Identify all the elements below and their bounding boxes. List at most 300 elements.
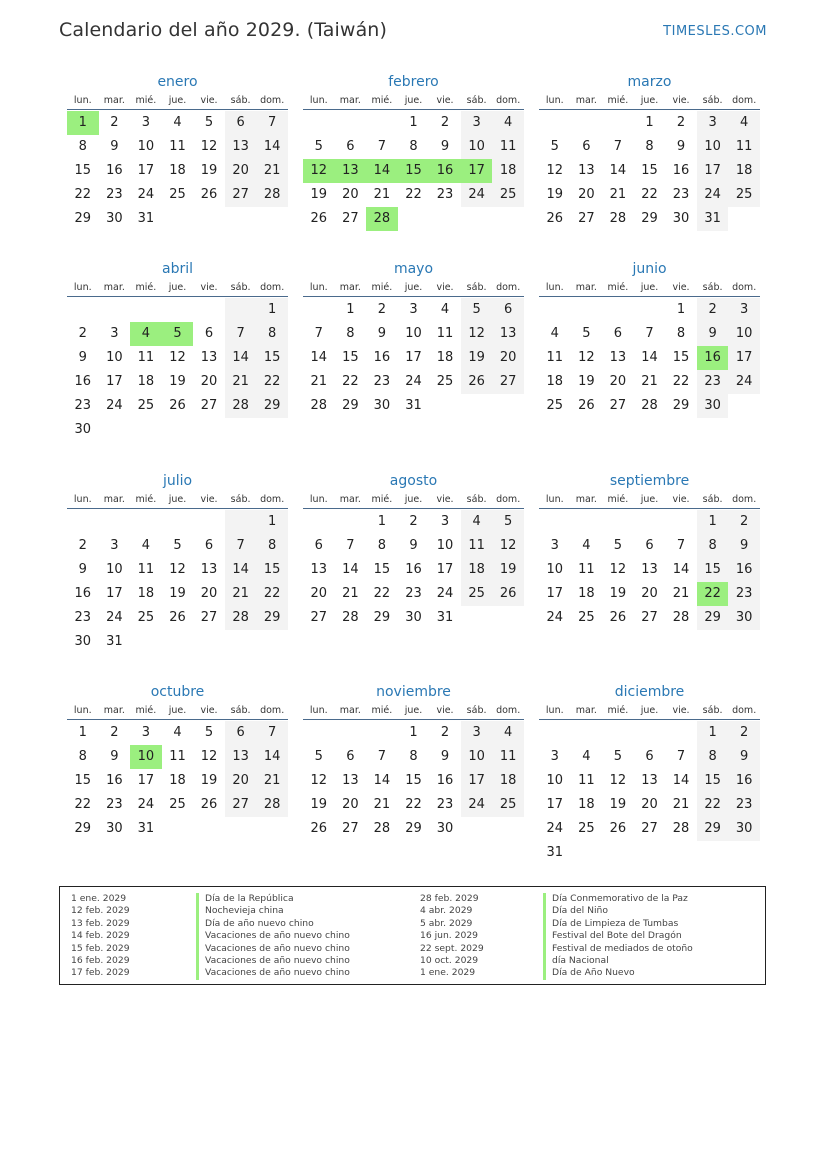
- day-cell: 9: [440, 139, 450, 154]
- day-cell: 8: [409, 749, 418, 764]
- weekday-label: mar.: [575, 705, 597, 716]
- day-cell: 19: [200, 163, 218, 178]
- weekday-label: mar.: [339, 95, 361, 106]
- weekday-label: vie.: [436, 705, 454, 716]
- day-cell: 26: [461, 370, 493, 394]
- weekday-label: mar.: [103, 705, 125, 716]
- week-row: [67, 207, 288, 231]
- day-cell: 8: [377, 538, 387, 553]
- day-cell: 4: [440, 302, 450, 317]
- legend-date: 4 abr. 2029: [420, 905, 473, 917]
- empty-cell: [602, 111, 634, 135]
- empty-cell: [193, 418, 225, 442]
- day-cell: 16: [697, 346, 729, 370]
- day-cell: 1: [67, 111, 99, 135]
- month-febrero: [303, 72, 524, 231]
- weekday-label: jue.: [404, 282, 423, 293]
- empty-cell: [366, 721, 398, 745]
- day-cell: 22: [256, 582, 288, 606]
- day-cell: 30: [373, 398, 391, 413]
- month-name: diciembre: [614, 684, 685, 700]
- day-cell: 7: [225, 322, 257, 346]
- weekday-label: dom.: [732, 705, 757, 716]
- day-cell: 16: [106, 773, 123, 788]
- day-cell: 4: [173, 115, 182, 130]
- weekday-label: vie.: [672, 494, 690, 505]
- day-cell: 10: [106, 562, 123, 577]
- day-cell: 8: [256, 322, 288, 346]
- day-cell: 18: [169, 163, 186, 178]
- empty-cell: [492, 817, 524, 841]
- weekday-label: lun.: [309, 705, 328, 716]
- day-cell: 23: [106, 187, 123, 202]
- week-row: [539, 394, 760, 418]
- day-cell: 9: [440, 749, 450, 764]
- day-cell: 27: [225, 793, 257, 817]
- legend-holiday-name: día Nacional: [543, 955, 693, 967]
- day-cell: 7: [676, 538, 686, 553]
- day-cell: 27: [641, 821, 658, 836]
- day-cell: 30: [728, 817, 760, 841]
- empty-cell: [429, 394, 461, 418]
- day-cell: 16: [436, 773, 454, 788]
- day-cell: 5: [550, 139, 559, 154]
- week-row: [539, 370, 760, 394]
- empty-cell: [728, 841, 760, 865]
- day-cell: 31: [697, 207, 729, 231]
- empty-cell: [130, 418, 162, 442]
- month-mayo: [303, 259, 524, 418]
- month-agosto: [303, 471, 524, 630]
- empty-cell: [602, 721, 634, 745]
- empty-cell: [162, 207, 194, 231]
- day-cell: 23: [728, 582, 760, 606]
- day-cell: 17: [546, 586, 564, 601]
- day-cell: 9: [110, 139, 119, 154]
- legend-date: 10 oct. 2029: [420, 954, 479, 966]
- day-cell: 1: [409, 115, 418, 130]
- day-cell: 11: [137, 562, 155, 577]
- legend-date: 28 feb. 2029: [420, 893, 479, 904]
- weekday-label: lun.: [73, 95, 92, 106]
- legend-holiday-name: Día de año nuevo chino: [196, 918, 350, 930]
- day-cell: 16: [405, 562, 422, 577]
- empty-cell: [571, 298, 603, 322]
- week-row: [539, 558, 760, 582]
- weekday-label: sáb.: [466, 95, 487, 106]
- empty-cell: [335, 721, 367, 745]
- day-cell: 20: [342, 187, 359, 202]
- day-cell: 25: [436, 374, 454, 389]
- day-cell: 29: [256, 394, 288, 418]
- empty-cell: [162, 630, 194, 654]
- day-cell: 11: [492, 135, 524, 159]
- day-cell: 15: [672, 350, 690, 365]
- legend-holiday-name: Día de Año Nuevo: [543, 967, 693, 979]
- legend-date: 16 jun. 2029: [420, 930, 479, 942]
- legend-holiday-name: Vacaciones de año nuevo chino: [196, 967, 350, 979]
- day-cell: 1: [676, 302, 686, 317]
- weekday-label: vie.: [436, 494, 454, 505]
- day-cell: 19: [200, 773, 218, 788]
- empty-cell: [130, 510, 162, 534]
- day-cell: 22: [697, 582, 729, 606]
- empty-cell: [99, 418, 131, 442]
- day-cell: 19: [492, 558, 524, 582]
- legend-holiday-name: Vacaciones de año nuevo chino: [196, 955, 350, 967]
- day-cell: 29: [641, 211, 658, 226]
- weekday-label: lun.: [309, 95, 328, 106]
- weekday-label: dom.: [496, 282, 521, 293]
- day-cell: 24: [137, 797, 155, 812]
- day-cell: 17: [106, 374, 123, 389]
- month-diciembre: [539, 682, 760, 865]
- day-cell: 23: [728, 793, 760, 817]
- empty-cell: [461, 606, 493, 630]
- day-cell: 28: [225, 606, 257, 630]
- day-cell: 20: [200, 374, 218, 389]
- weekday-label: lun.: [545, 705, 564, 716]
- day-cell: 18: [578, 586, 595, 601]
- day-cell: 24: [405, 374, 422, 389]
- week-row: [539, 111, 760, 135]
- day-cell: 3: [110, 326, 119, 341]
- month-julio: [67, 471, 288, 654]
- day-cell: 21: [672, 797, 690, 812]
- empty-cell: [162, 510, 194, 534]
- empty-cell: [602, 298, 634, 322]
- day-cell: 7: [613, 139, 623, 154]
- weekday-label: dom.: [260, 95, 285, 106]
- weekday-label: dom.: [496, 95, 521, 106]
- empty-cell: [303, 721, 335, 745]
- day-cell: 15: [405, 773, 422, 788]
- weekday-label: lun.: [545, 494, 564, 505]
- day-cell: 3: [409, 302, 418, 317]
- day-cell: 28: [256, 793, 288, 817]
- day-cell: 23: [74, 398, 92, 413]
- day-cell: 3: [728, 298, 760, 322]
- month-name: julio: [162, 473, 193, 489]
- empty-cell: [225, 817, 257, 841]
- day-cell: 2: [728, 510, 760, 534]
- day-cell: 14: [256, 745, 288, 769]
- week-row: [539, 745, 760, 769]
- day-cell: 7: [314, 326, 323, 341]
- empty-cell: [256, 418, 288, 442]
- week-row: [303, 394, 524, 418]
- day-cell: 6: [225, 721, 257, 745]
- day-cell: 29: [74, 211, 92, 226]
- month-junio: [539, 259, 760, 418]
- day-cell: 6: [582, 139, 591, 154]
- day-cell: 6: [492, 298, 524, 322]
- day-cell: 19: [546, 187, 564, 202]
- month-octubre: [67, 682, 288, 841]
- day-cell: 16: [74, 586, 92, 601]
- day-cell: 4: [141, 538, 151, 553]
- day-cell: 29: [405, 821, 422, 836]
- day-cell: 9: [377, 326, 387, 341]
- day-cell: 1: [346, 302, 355, 317]
- day-cell: 21: [225, 582, 257, 606]
- day-cell: 1: [78, 725, 87, 740]
- day-cell: 22: [672, 374, 690, 389]
- empty-cell: [539, 111, 571, 135]
- day-cell: 22: [74, 797, 92, 812]
- month-name: junio: [632, 261, 667, 277]
- day-cell: 18: [137, 586, 155, 601]
- day-cell: 6: [645, 749, 654, 764]
- day-cell: 12: [492, 534, 524, 558]
- day-cell: 17: [461, 769, 493, 793]
- day-cell: 26: [200, 187, 218, 202]
- empty-cell: [492, 394, 524, 418]
- day-cell: 3: [550, 538, 559, 553]
- day-cell: 21: [641, 374, 658, 389]
- weekday-label: mié.: [135, 95, 157, 106]
- month-name: octubre: [150, 684, 205, 700]
- empty-cell: [461, 817, 493, 841]
- day-cell: 9: [78, 562, 87, 577]
- day-cell: 5: [613, 538, 623, 553]
- week-row: [67, 558, 288, 582]
- day-cell: 16: [728, 769, 760, 793]
- weekday-label: jue.: [404, 95, 423, 106]
- day-cell: 3: [697, 111, 729, 135]
- day-cell: 11: [169, 749, 186, 764]
- empty-cell: [67, 510, 99, 534]
- day-cell: 20: [641, 586, 658, 601]
- weekday-header: [539, 491, 760, 509]
- day-cell: 17: [546, 797, 564, 812]
- day-cell: 2: [409, 514, 418, 529]
- day-cell: 4: [130, 322, 162, 346]
- day-cell: 28: [310, 398, 328, 413]
- week-row: [303, 183, 524, 207]
- day-cell: 13: [492, 322, 524, 346]
- day-cell: 26: [169, 610, 186, 625]
- day-cell: 28: [366, 207, 398, 231]
- day-cell: 31: [436, 610, 454, 625]
- day-cell: 26: [578, 398, 595, 413]
- day-cell: 5: [314, 139, 323, 154]
- legend-date: 16 feb. 2029: [71, 954, 130, 966]
- weekday-label: mié.: [607, 282, 629, 293]
- day-cell: 1: [377, 514, 387, 529]
- day-cell: 2: [377, 302, 387, 317]
- legend-date: 13 feb. 2029: [71, 917, 130, 929]
- week-row: [67, 298, 288, 322]
- week-row: [67, 111, 288, 135]
- day-cell: 28: [672, 821, 690, 836]
- day-cell: 15: [256, 346, 288, 370]
- day-cell: 7: [676, 749, 686, 764]
- weekday-label: jue.: [404, 494, 423, 505]
- day-cell: 28: [342, 610, 359, 625]
- day-cell: 9: [110, 749, 119, 764]
- day-cell: 17: [106, 586, 123, 601]
- day-cell: 11: [492, 745, 524, 769]
- holiday-legend: [59, 886, 766, 985]
- empty-cell: [571, 111, 603, 135]
- weekday-label: dom.: [496, 494, 521, 505]
- day-cell: 27: [609, 398, 627, 413]
- day-cell: 13: [200, 350, 218, 365]
- day-cell: 21: [256, 159, 288, 183]
- legend-date: 12 feb. 2029: [71, 905, 130, 917]
- day-cell: 28: [225, 394, 257, 418]
- day-cell: 30: [106, 821, 123, 836]
- weekday-label: mar.: [339, 494, 361, 505]
- weekday-label: mié.: [607, 494, 629, 505]
- day-cell: 14: [641, 350, 658, 365]
- day-cell: 20: [641, 797, 658, 812]
- day-cell: 18: [169, 773, 186, 788]
- day-cell: 8: [697, 534, 729, 558]
- day-cell: 20: [609, 374, 627, 389]
- week-row: [303, 721, 524, 745]
- day-cell: 13: [609, 350, 627, 365]
- day-cell: 12: [546, 163, 564, 178]
- day-cell: 2: [440, 115, 450, 130]
- day-cell: 1: [697, 721, 729, 745]
- empty-cell: [335, 111, 367, 135]
- weekday-label: dom.: [260, 705, 285, 716]
- day-cell: 11: [578, 773, 595, 788]
- empty-cell: [539, 298, 571, 322]
- empty-cell: [99, 510, 131, 534]
- day-cell: 10: [130, 745, 162, 769]
- legend-date: 17 feb. 2029: [71, 967, 130, 979]
- weekday-label: lun.: [309, 494, 328, 505]
- week-row: [67, 630, 288, 654]
- weekday-label: mié.: [371, 494, 393, 505]
- legend-holiday-name: Festival de mediados de otoño: [543, 943, 693, 955]
- weekday-label: vie.: [672, 705, 690, 716]
- day-cell: 16: [373, 350, 391, 365]
- day-cell: 10: [106, 350, 123, 365]
- week-row: [539, 159, 760, 183]
- weekday-label: vie.: [436, 282, 454, 293]
- day-cell: 30: [74, 422, 92, 437]
- day-cell: 4: [492, 721, 524, 745]
- weekday-header: [303, 92, 524, 110]
- day-cell: 30: [697, 394, 729, 418]
- weekday-label: lun.: [73, 494, 92, 505]
- day-cell: 8: [256, 534, 288, 558]
- day-cell: 6: [346, 139, 355, 154]
- day-cell: 26: [609, 821, 627, 836]
- day-cell: 8: [697, 745, 729, 769]
- month-enero: [67, 72, 288, 231]
- day-cell: 18: [461, 558, 493, 582]
- week-row: [539, 817, 760, 841]
- empty-cell: [665, 721, 697, 745]
- weekday-label: jue.: [640, 282, 659, 293]
- week-row: [303, 769, 524, 793]
- day-cell: 4: [173, 725, 182, 740]
- day-cell: 12: [609, 562, 627, 577]
- day-cell: 18: [492, 159, 524, 183]
- week-row: [67, 606, 288, 630]
- day-cell: 26: [200, 797, 218, 812]
- legend-date: 5 abr. 2029: [420, 917, 473, 929]
- weekday-label: dom.: [732, 95, 757, 106]
- day-cell: 25: [169, 187, 186, 202]
- empty-cell: [728, 394, 760, 418]
- day-cell: 11: [461, 534, 493, 558]
- week-row: [539, 135, 760, 159]
- day-cell: 6: [314, 538, 323, 553]
- day-cell: 21: [225, 370, 257, 394]
- day-cell: 12: [200, 139, 218, 154]
- weekday-label: lun.: [545, 95, 564, 106]
- week-row: [539, 721, 760, 745]
- day-cell: 20: [492, 346, 524, 370]
- weekday-header: [539, 702, 760, 720]
- day-cell: 23: [672, 187, 690, 202]
- weekday-label: vie.: [672, 95, 690, 106]
- day-cell: 9: [697, 322, 729, 346]
- day-cell: 14: [672, 562, 690, 577]
- weekday-label: sáb.: [230, 282, 251, 293]
- day-cell: 26: [492, 582, 524, 606]
- day-cell: 25: [461, 582, 493, 606]
- day-cell: 9: [409, 538, 418, 553]
- day-cell: 23: [436, 797, 454, 812]
- weekday-label: sáb.: [702, 282, 723, 293]
- day-cell: 7: [225, 534, 257, 558]
- week-row: [539, 346, 760, 370]
- day-cell: 8: [676, 326, 686, 341]
- day-cell: 27: [492, 370, 524, 394]
- empty-cell: [303, 111, 335, 135]
- day-cell: 27: [578, 211, 595, 226]
- weekday-label: jue.: [404, 705, 423, 716]
- weekday-header: [67, 92, 288, 110]
- week-row: [539, 841, 760, 865]
- day-cell: 12: [609, 773, 627, 788]
- day-cell: 27: [200, 610, 218, 625]
- weekday-label: vie.: [436, 95, 454, 106]
- day-cell: 7: [346, 538, 355, 553]
- empty-cell: [193, 630, 225, 654]
- legend-holiday-name: Día de Limpieza de Tumbas: [543, 918, 693, 930]
- day-cell: 19: [310, 187, 328, 202]
- weekday-header: [303, 279, 524, 297]
- day-cell: 23: [697, 370, 729, 394]
- day-cell: 13: [641, 773, 658, 788]
- day-cell: 8: [409, 139, 418, 154]
- week-row: [67, 135, 288, 159]
- day-cell: 28: [641, 398, 658, 413]
- week-row: [303, 111, 524, 135]
- week-row: [67, 769, 288, 793]
- site-link[interactable]: TIMESLES.COM: [663, 24, 767, 39]
- day-cell: 28: [256, 183, 288, 207]
- day-cell: 30: [405, 610, 422, 625]
- week-row: [303, 510, 524, 534]
- day-cell: 5: [173, 538, 182, 553]
- day-cell: 17: [728, 346, 760, 370]
- day-cell: 13: [225, 135, 257, 159]
- day-cell: 27: [200, 398, 218, 413]
- week-row: [303, 159, 524, 183]
- page-title: Calendario del año 2029. (Taiwán): [59, 19, 387, 41]
- day-cell: 4: [492, 111, 524, 135]
- day-cell: 6: [346, 749, 355, 764]
